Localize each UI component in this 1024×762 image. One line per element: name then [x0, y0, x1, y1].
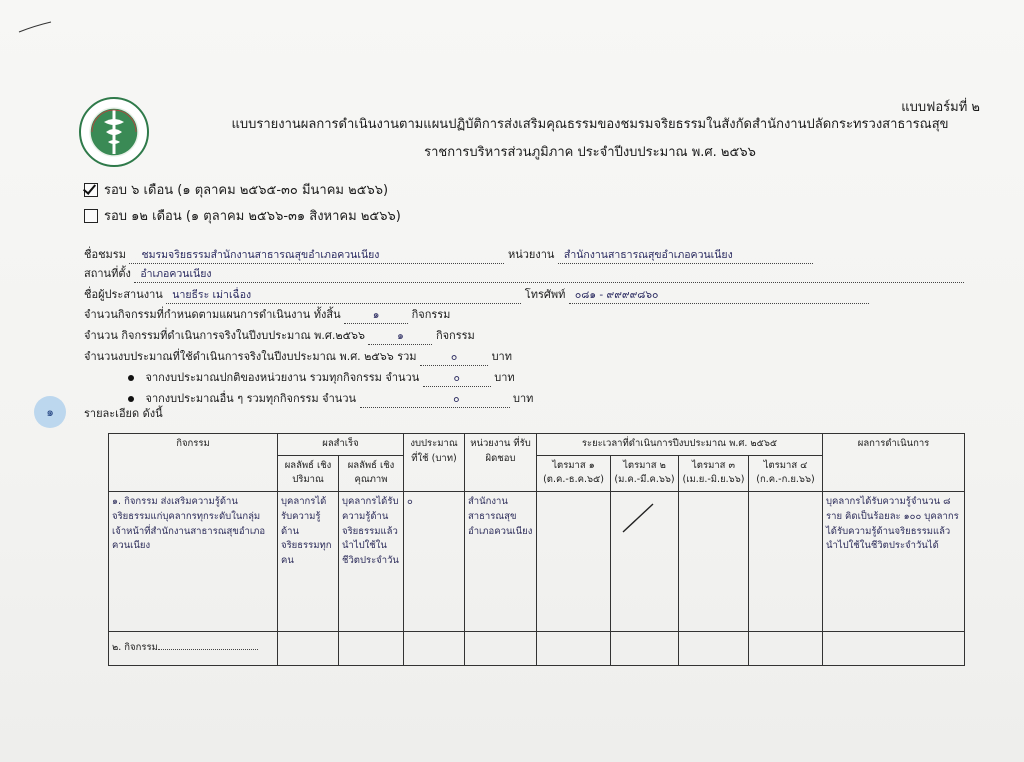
row1-q3[interactable] [679, 492, 749, 632]
actual-activities-row [84, 326, 475, 345]
coordinator-row [84, 285, 869, 304]
pen-stroke [18, 20, 52, 34]
report-title-line2: ราชการบริหารส่วนภูมิภาค ประจำปีงบประมาณ พ.ศ. ๒๕๖๖ [424, 145, 756, 160]
header-activity: กิจกรรม [109, 434, 278, 492]
row1-q2[interactable] [611, 492, 679, 632]
checkmark-slash-icon [619, 500, 659, 536]
row2-activity-cell[interactable] [109, 632, 278, 666]
row2-q4[interactable] [749, 632, 823, 666]
budget-other-label: จากงบประมาณอื่น ๆ รวมทุกกิจกรรม จำนวน [145, 392, 357, 405]
row2-budget[interactable] [404, 632, 465, 666]
row1-qual[interactable]: บุคลากรได้รับความรู้ด้านจริยธรรมแล้วนำไปใช้ในชีวิตประจำวัน [339, 492, 404, 632]
club-name-label: ชื่อชมรม [84, 248, 126, 261]
round-6-month[interactable] [84, 179, 388, 200]
page-number-badge: ๑ [34, 396, 66, 428]
location-row [84, 264, 964, 283]
budget-label: จำนวนงบประมาณที่ใช้ดำเนินการจริงในปีงบประมาณ พ.ศ. ๒๕๖๖ รวม [84, 350, 417, 363]
location-field[interactable] [134, 265, 964, 283]
round-12-month-checkbox[interactable] [84, 209, 98, 223]
actual-label: จำนวน กิจกรรมที่ดำเนินการจริงในปีงบประมาณ พ.ศ.๒๕๖๖ [84, 329, 365, 342]
budget-other-unit: บาท [513, 392, 534, 405]
row1-budget[interactable]: ๐ [404, 492, 465, 632]
row2-activity-label: ๒. กิจกรรม [112, 642, 158, 654]
coordinator-label: ชื่อผู้ประสานงาน [84, 288, 163, 301]
row1-outcome[interactable]: บุคลากรได้รับความรู้จำนวน ๘ ราย คิดเป็นร้อยละ ๑๐๐ บุคลากรได้รับความรู้ด้านจริยธรรมแล้วนำไปใช้ในชีวิตประจำวันได้ [823, 492, 965, 632]
round-12-month[interactable] [84, 205, 401, 226]
row2-qty[interactable] [278, 632, 339, 666]
budget-total-row [84, 347, 512, 366]
header-budget: งบประมาณ ที่ใช้ (บาท) [404, 434, 465, 492]
phone-value: ๐๘๑ - ๙๙๙๙๘๖๐ [574, 289, 659, 301]
budget-regular-row [128, 368, 515, 387]
table-row [109, 492, 965, 632]
planned-unit: กิจกรรม [411, 308, 451, 321]
table-row [109, 632, 965, 666]
planned-value: ๑ [372, 309, 380, 321]
row2-q1[interactable] [537, 632, 611, 666]
agency-field[interactable] [558, 246, 813, 264]
activity-report-table [108, 433, 965, 666]
budget-value: ๐ [450, 351, 458, 363]
phone-field[interactable] [569, 286, 869, 304]
budget-other-value: ๐ [453, 393, 460, 405]
row1-activity[interactable]: ๑. กิจกรรม ส่งเสริมความรู้ด้านจริยธรรมแก่บุคลากรทุกระดับในกลุ่มเจ้าหน้าที่สำนักงานสาธารณสุขอำเภอควนเนียง [109, 492, 278, 632]
bullet-icon [128, 396, 134, 402]
row1-unit[interactable]: สำนักงานสาธารณสุขอำเภอควนเนียง [465, 492, 537, 632]
budget-regular-unit: บาท [494, 371, 515, 384]
bullet-icon [128, 375, 134, 381]
budget-regular-field[interactable] [423, 369, 491, 387]
location-value: อำเภอควนเนียง [140, 268, 212, 280]
ministry-seal-logo [78, 96, 150, 168]
planned-activities-row [84, 305, 450, 324]
row2-unit[interactable] [465, 632, 537, 666]
coordinator-field[interactable] [166, 286, 521, 304]
header-q2: ไตรมาส ๒ (ม.ค.-มี.ค.๖๖) [611, 455, 679, 491]
club-name-row [84, 245, 813, 264]
actual-unit: กิจกรรม [435, 329, 475, 342]
form-number: แบบฟอร์มที่ ๒ [901, 100, 980, 115]
row2-q2[interactable] [611, 632, 679, 666]
agency-value: สำนักงานสาธารณสุขอำเภอควนเนียง [563, 249, 733, 261]
row1-q1[interactable] [537, 492, 611, 632]
planned-label: จำนวนกิจกรรมที่กำหนดตามแผนการดำเนินงาน ทั้งสิ้น [84, 308, 341, 321]
header-q1: ไตรมาส ๑ (ต.ค.-ธ.ค.๖๕) [537, 455, 611, 491]
actual-value: ๑ [397, 330, 404, 342]
row1-qty[interactable]: บุคลากรได้รับความรู้ด้านจริยธรรมทุกคน [278, 492, 339, 632]
agency-label: หน่วยงาน [507, 248, 555, 261]
header-q4: ไตรมาส ๔ (ก.ค.-ก.ย.๖๖) [749, 455, 823, 491]
budget-other-row [128, 389, 533, 408]
round-6-month-label: รอบ ๖ เดือน (๑ ตุลาคม ๒๕๖๕-๓๐ มีนาคม ๒๕๖๖) [104, 183, 389, 198]
header-result: ผลสำเร็จ [278, 434, 404, 456]
club-name-field[interactable] [129, 246, 504, 264]
budget-field[interactable] [420, 348, 488, 366]
budget-regular-label: จากงบประมาณปกติของหน่วยงาน รวมทุกกิจกรรม จำนวน [145, 371, 420, 384]
budget-other-field[interactable] [360, 390, 510, 408]
row2-q3[interactable] [679, 632, 749, 666]
header-outcome: ผลการดำเนินการ [823, 434, 965, 492]
row2-outcome[interactable] [823, 632, 965, 666]
header-q3: ไตรมาส ๓ (เม.ย.-มิ.ย.๖๖) [679, 455, 749, 491]
club-name-value: ชมรมจริยธรรมสำนักงานสาธารณสุขอำเภอควนเนียง [141, 249, 380, 261]
header-result-qty: ผลลัพธ์ เชิงปริมาณ [278, 455, 339, 491]
planned-field[interactable] [344, 306, 408, 324]
header-unit: หน่วยงาน ที่รับผิดชอบ [465, 434, 537, 492]
header-period: ระยะเวลาที่ดำเนินการปีงบประมาณ พ.ศ. ๒๕๖๕ [537, 434, 823, 456]
row2-activity-blank[interactable] [158, 649, 258, 650]
phone-label: โทรศัพท์ [524, 288, 566, 301]
actual-field[interactable] [368, 327, 432, 345]
row2-qual[interactable] [339, 632, 404, 666]
location-label: สถานที่ตั้ง [84, 267, 131, 280]
coordinator-value: นายธีระ เม่าเฉื่อง [172, 289, 252, 301]
header-result-qual: ผลลัพธ์ เชิงคุณภาพ [339, 455, 404, 491]
round-6-month-checkbox[interactable] [84, 183, 98, 197]
budget-regular-value: ๐ [453, 372, 460, 384]
row1-q4[interactable] [749, 492, 823, 632]
report-title-line1: แบบรายงานผลการดำเนินงานตามแผนปฏิบัติการส่งเสริมคุณธรรมของชมรมจริยธรรมในสังกัดสำนักงานปลัดกระทรวงสาธารณสุข [231, 117, 949, 132]
details-label: รายละเอียด ดังนี้ [84, 407, 163, 420]
budget-unit: บาท [491, 350, 512, 363]
round-12-month-label: รอบ ๑๒ เดือน (๑ ตุลาคม ๒๕๖๖-๓๑ สิงหาคม ๒๕๖๖) [104, 209, 401, 224]
